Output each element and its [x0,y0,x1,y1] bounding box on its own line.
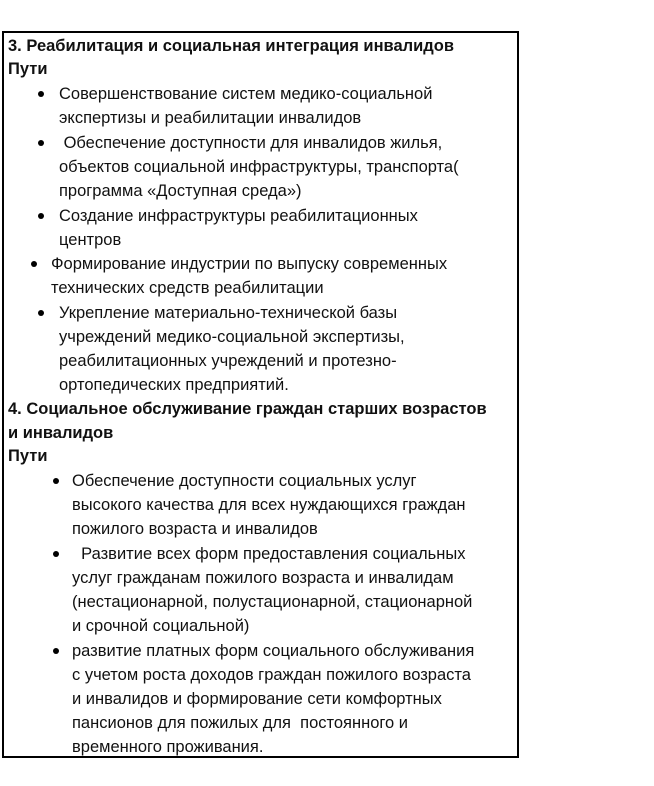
list-item-line: технических средств реабилитации [51,279,324,297]
list-item-line: пансионов для пожилых для постоянного и [72,714,409,732]
list-item-line: высокого качества для всех нуждающихся граждан [72,496,466,514]
list-item-line: учреждений медико-социальной экспертизы, [59,328,405,346]
section-3-subheading: Пути [8,60,48,78]
bullet-icon [38,310,44,316]
list-item-line: пожилого возраста и инвалидов [72,520,318,538]
list-item-line: Создание инфраструктуры реабилитационных [59,207,418,225]
section-3-heading: 3. Реабилитация и социальная интеграция инвалидов [8,37,454,55]
list-item-line: Совершенствование систем медико-социальной [59,85,433,103]
list-item-line: развитие платных форм социального обслуживания [72,642,475,660]
list-item-line: Развитие всех форм предоставления социальных [72,545,466,563]
list-item-line: и инвалидов и формирование сети комфортных [72,690,442,708]
list-item-line: экспертизы и реабилитации инвалидов [59,109,362,127]
bullet-icon [38,140,44,146]
bullet-icon [53,648,59,654]
list-item-line: объектов социальной инфраструктуры, транспорта( [59,158,459,176]
list-item-line: реабилитационных учреждений и протезно- [59,352,397,370]
list-item-line: центров [59,231,122,249]
list-item-line: с учетом роста доходов граждан пожилого возраста [72,666,471,684]
bullet-icon [38,213,44,219]
list-item-line: Обеспечение доступности социальных услуг [72,472,417,490]
list-item-line: временного проживания. [72,738,264,756]
list-item-line: Формирование индустрии по выпуску современных [51,255,448,273]
bullet-icon [38,91,44,97]
section-4-subheading: Пути [8,447,48,465]
section-4-heading-cont: и инвалидов [8,424,114,442]
list-item-line: ортопедических предприятий. [59,376,289,394]
list-item-line: программа «Доступная среда») [59,182,302,200]
list-item-line: Укрепление материально-технической базы [59,304,398,322]
list-item-line: Обеспечение доступности для инвалидов жилья, [59,134,443,152]
list-item-line: и срочной социальной) [72,617,250,635]
list-item-line: услуг гражданам пожилого возраста и инвалидам [72,569,454,587]
bullet-icon [53,478,59,484]
list-item-line: (нестационарной, полустационарной, стационарной [72,593,473,611]
section-4-heading: 4. Социальное обслуживание граждан старших возрастов [8,400,487,418]
bullet-icon [53,551,59,557]
bullet-icon [31,261,37,267]
